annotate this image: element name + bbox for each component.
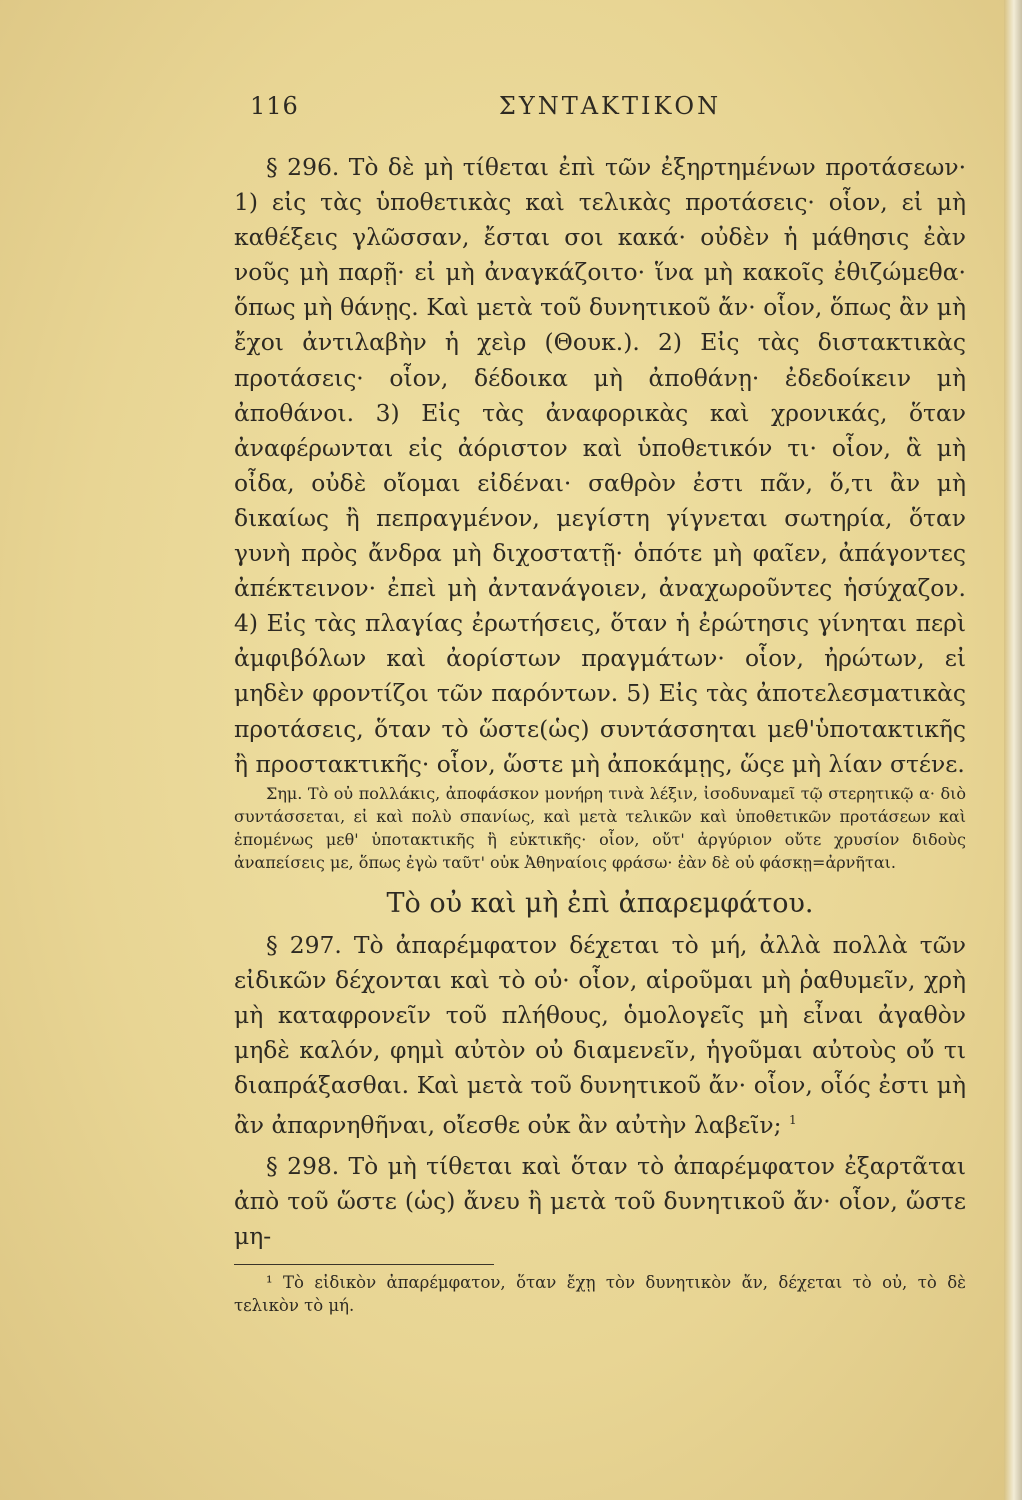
footnote: ¹ Τὸ εἰδικὸν ἀπαρέμφατον, ὅταν ἔχῃ τὸν δυνητικὸν ἄν, δέχεται τὸ οὐ, τὸ δὲ τελικὸν τὸ μή. bbox=[234, 1273, 966, 1316]
section-298: § 298. Τὸ μὴ τίθεται καὶ ὅταν τὸ ἀπαρέμφατον ἐξαρτᾶται ἀπὸ τοῦ ὥστε (ὡς) ἄνευ ἢ μετὰ τοῦ δυνητικοῦ ἄν· οἷον, ὥστε μη- bbox=[234, 1152, 966, 1251]
page-number: 116 bbox=[250, 92, 299, 120]
running-title: ΣΥΝΤΑΚΤΙΚΟΝ bbox=[498, 92, 722, 120]
section-297 bbox=[234, 928, 966, 1143]
section-297-text: § 297. Τὸ ἀπαρέμφατον δέχεται τὸ μή, ἀλλὰ πολλὰ τῶν εἰδικῶν δέχονται καὶ τὸ οὐ· οἷον, αἱροῦμαι μὴ ῥαθυμεῖν, χρὴ μὴ καταφρονεῖν τοῦ πλήθους, ὁμολογεῖς μὴ εἶναι ἀγαθὸν μηδὲ καλόν, φημὶ αὐτὸν οὐ διαμενεῖν, ἡγοῦμαι αὐτοὺς οὔ τι διαπράξασθαι. Καὶ μετὰ τοῦ δυνητικοῦ ἄν· οἷον, οἷός ἐστι μὴ ἂν ἀπαρνηθῆναι, οἴεσθε οὐκ ἂν αὐτὴν λαβεῖν; bbox=[234, 930, 966, 1139]
page-header bbox=[250, 92, 970, 132]
footnote-marker: 1 bbox=[788, 1113, 797, 1128]
footnote-rule bbox=[234, 1264, 494, 1265]
page-body bbox=[234, 150, 966, 1317]
subheading: Τὸ οὐ καὶ μὴ ἐπὶ ἀπαρεμφάτου. bbox=[386, 887, 814, 919]
page-edge bbox=[1004, 0, 1022, 1500]
section-296-note: Σημ. Τὸ οὐ πολλάκις, ἀποφάσκον μονήρη τινὰ λέξιν, ἰσοδυναμεῖ τῷ στερητικῷ α· διὸ συντάσσεται, εἰ καὶ πολὺ σπανίως, καὶ μετὰ τελικῶν καὶ ὑποθετικῶν προτάσεων καὶ ἑπομένως μεθ' ὑποτακτικῆς ἢ εὐκτικῆς· οἷον, οὔτ' ἀργύριον οὔτε χρυσίον διδοὺς ἀναπείσεις με, ὅπως ἐγὼ ταῦτ' οὐκ Ἀθηναίοις φράσω· ἐὰν δὲ οὐ φάσκῃ=ἀρνῆται. bbox=[234, 783, 966, 872]
section-296: § 296. Τὸ δὲ μὴ τίθεται ἐπὶ τῶν ἐξηρτημένων προτάσεων· 1) εἰς τὰς ὑποθετικὰς καὶ τελικὰς προτάσεις· οἷον, εἰ μὴ καθέξεις γλῶσσαν, ἔσται σοι κακά· οὐδὲν ἡ μάθησις ἐὰν νοῦς μὴ παρῇ· εἰ μὴ ἀναγκάζοιτο· ἵνα μὴ κακοῖς ἐθιζώμεθα· ὅπως μὴ θάνῃς. Καὶ μετὰ τοῦ δυνητικοῦ ἄν· οἷον, ὅπως ἂν μὴ ἔχοι ἀντιλαβὴν ἡ χεὶρ (Θουκ.). 2) Εἰς τὰς διστακτικὰς προτάσεις· οἷον, δέδοικα μὴ ἀποθάνῃ· ἐδεδοίκειν μὴ ἀποθάνοι. 3) Εἰς τὰς ἀναφορικὰς καὶ χρονικάς, ὅταν ἀναφέρωνται εἰς ἀόριστον καὶ ὑποθετικόν τι· οἷον, ἃ μὴ οἶδα, οὐδὲ οἴομαι εἰδέναι· σαθρὸν ἐστι πᾶν, ὅ,τι ἂν μὴ δικαίως ἢ πεπραγμένον, μεγίστη γίγνεται σωτηρία, ὅταν γυνὴ πρὸς ἄνδρα μὴ διχοστατῇ· ὁπότε μὴ φαῖεν, ἀπάγοντες ἀπέκτεινον· ἐπεὶ μὴ ἀντανάγοιεν, ἀναχωροῦντες ἡσύχαζον. 4) Εἰς τὰς πλαγίας ἐρωτήσεις, ὅταν ἡ ἐρώτησις γίνηται περὶ ἀμφιβόλων καὶ ἀορίστων πραγμάτων· οἷον, ἠρώτων, εἰ μηδὲν φροντίζοι τῶν παρόντων. 5) Εἰς τὰς ἀποτελεσματικὰς προτάσεις, ὅταν τὸ ὥστε(ὡς) συντάσσηται μεθ'ὑποτακτικῆς ἢ προστακτικῆς· οἷον, ὥστε μὴ ἀποκάμῃς, ὥςε μὴ λίαν στένε. bbox=[234, 153, 966, 778]
